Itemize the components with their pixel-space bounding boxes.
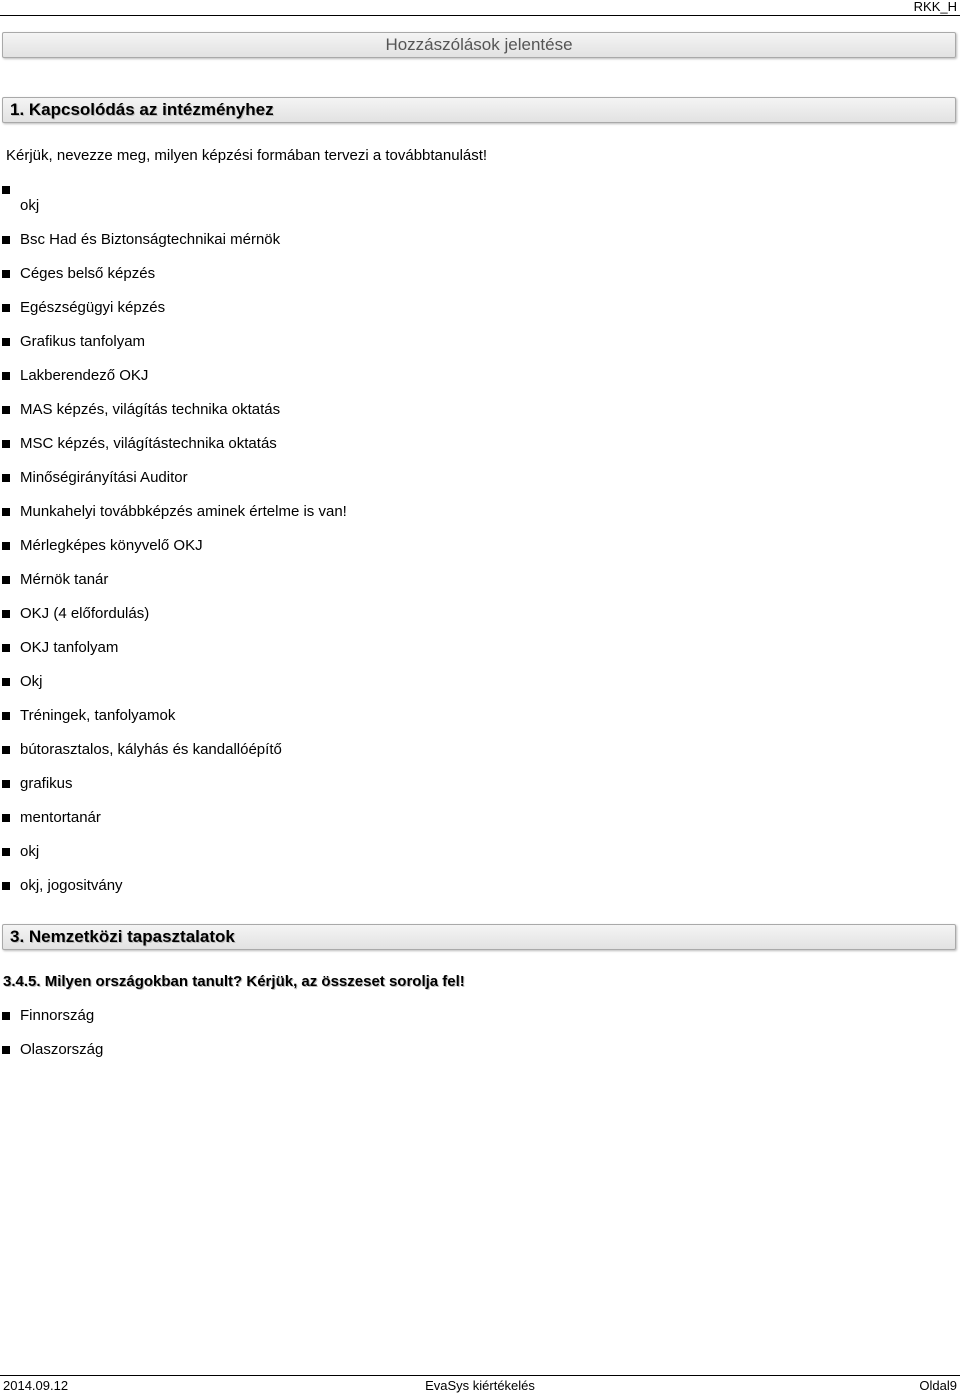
footer-date: 2014.09.12	[3, 1378, 69, 1393]
square-bullet-icon	[2, 814, 10, 822]
square-bullet-icon	[2, 746, 10, 754]
footer-divider	[0, 1375, 960, 1376]
square-bullet-icon	[2, 304, 10, 312]
square-bullet-icon	[2, 236, 10, 244]
square-bullet-icon	[2, 1046, 10, 1054]
square-bullet-icon	[2, 474, 10, 482]
square-bullet-icon	[2, 1012, 10, 1020]
square-bullet-icon	[2, 610, 10, 618]
square-bullet-icon	[2, 372, 10, 380]
square-bullet-icon	[2, 406, 10, 414]
square-bullet-icon	[2, 440, 10, 448]
square-bullet-icon	[2, 644, 10, 652]
square-bullet-icon	[2, 542, 10, 550]
square-bullet-icon	[2, 576, 10, 584]
square-bullet-icon	[2, 270, 10, 278]
square-bullet-icon	[2, 508, 10, 516]
square-bullet-icon	[2, 186, 10, 194]
header-divider	[0, 15, 960, 16]
square-bullet-icon	[2, 848, 10, 856]
square-bullet-icon	[2, 780, 10, 788]
report-title: Hozzászólások jelentése	[2, 32, 956, 58]
square-bullet-icon	[2, 338, 10, 346]
section-heading-3: 3. Nemzetközi tapasztalatok	[2, 924, 956, 950]
square-bullet-icon	[2, 712, 10, 720]
section-heading-1: 1. Kapcsolódás az intézményhez	[2, 97, 956, 123]
footer-page-number: Oldal9	[919, 1378, 957, 1393]
document-code: RKK_H	[913, 0, 957, 14]
footer-product: EvaSys kiértékelés	[425, 1378, 535, 1393]
square-bullet-icon	[2, 678, 10, 686]
square-bullet-icon	[2, 882, 10, 890]
question-text-1: Kérjük, nevezze meg, milyen képzési formában tervezi a továbbtanulást!	[6, 147, 488, 164]
question-text-3-4-5: 3.4.5. Milyen országokban tanult? Kérjük, az összeset sorolja fel!	[3, 973, 465, 990]
